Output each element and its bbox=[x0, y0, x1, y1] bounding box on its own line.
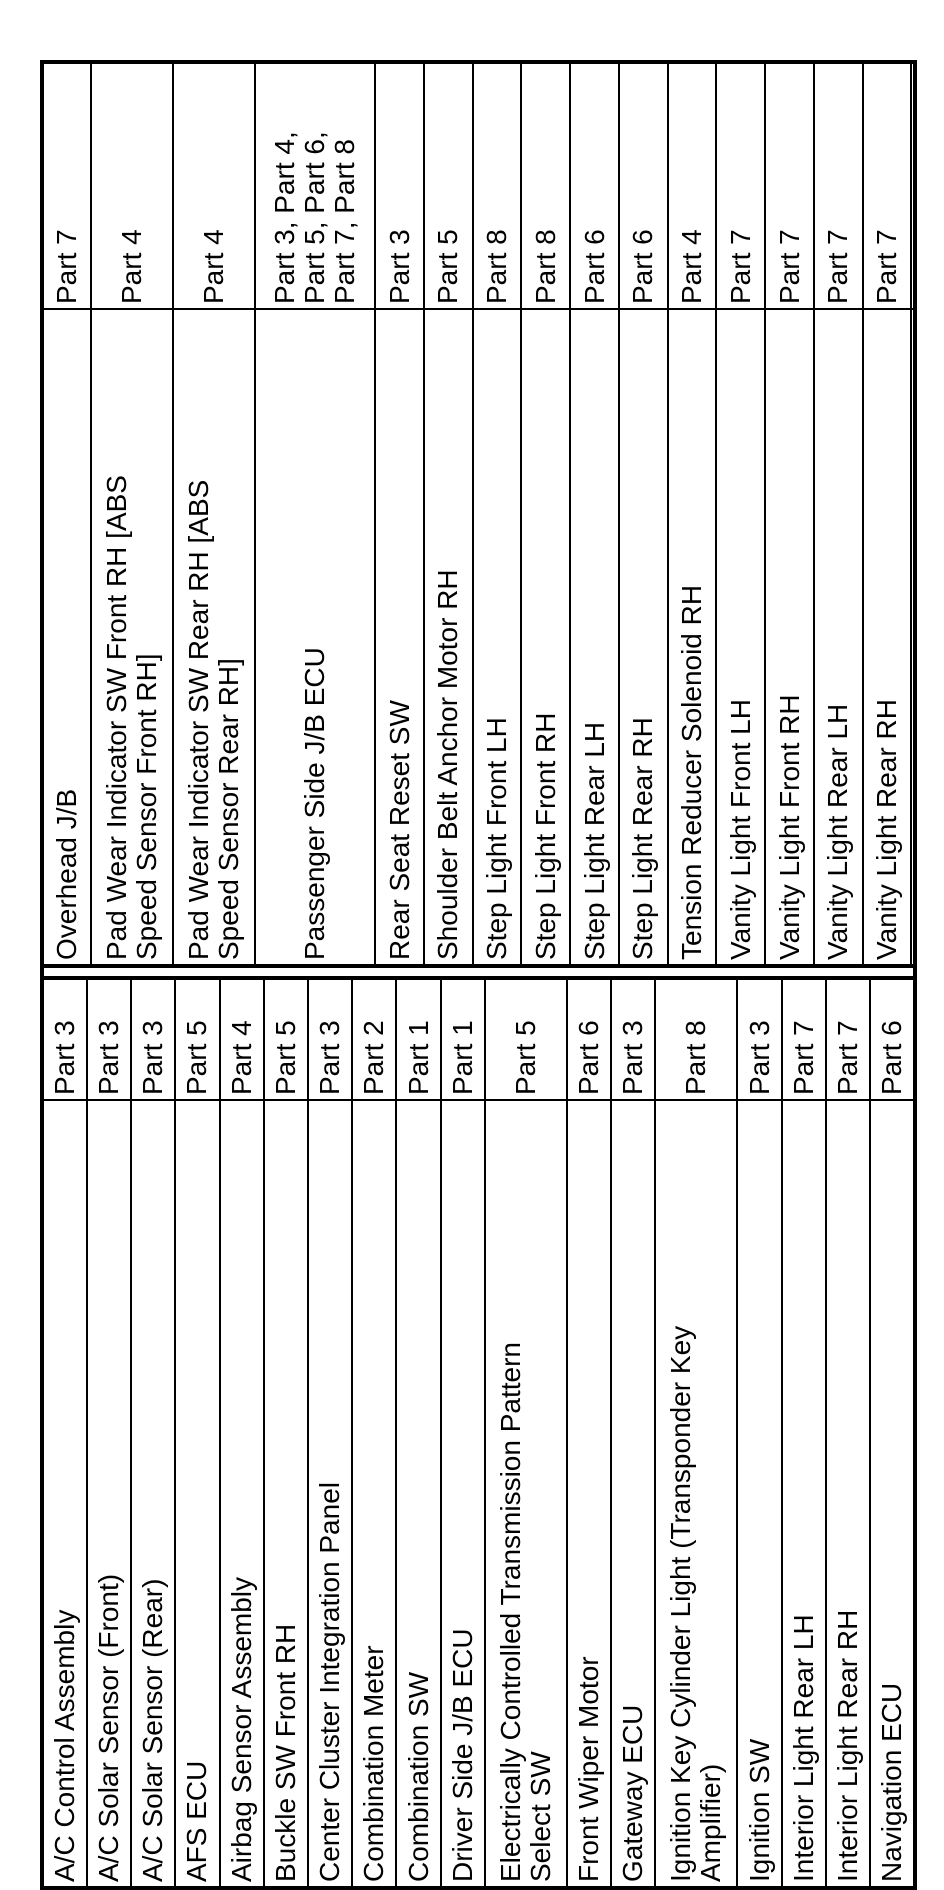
component-name bbox=[173, 309, 255, 964]
component-index-table bbox=[40, 60, 917, 1890]
component-name-line1: Electrically Controlled Transmission Pattern bbox=[494, 1342, 526, 1882]
part-ref: Part 6 bbox=[870, 980, 913, 1100]
table-row bbox=[220, 980, 264, 1886]
part-ref: Part 3 bbox=[611, 980, 655, 1100]
table-row bbox=[863, 64, 912, 964]
component-name: Gateway ECU bbox=[611, 1100, 655, 1886]
table-row bbox=[264, 980, 308, 1886]
part-ref: Part 7 bbox=[44, 64, 91, 309]
part-ref: Part 8 bbox=[521, 64, 570, 309]
table-row bbox=[870, 980, 913, 1886]
component-name: Vanity Light Front RH bbox=[765, 309, 814, 964]
part-ref: Part 1 bbox=[441, 980, 485, 1100]
table-row bbox=[87, 980, 131, 1886]
part-ref: Part 8 bbox=[473, 64, 522, 309]
part-ref: Part 6 bbox=[570, 64, 619, 309]
component-name: Combination SW bbox=[396, 1100, 440, 1886]
right-table-grid bbox=[44, 64, 913, 964]
component-name: A/C Control Assembly bbox=[48, 1609, 80, 1882]
table-row bbox=[814, 64, 863, 964]
component-name bbox=[655, 1100, 737, 1886]
component-name-line1: Ignition Key Cylinder Light (Transponder Key bbox=[665, 1325, 697, 1882]
table-row bbox=[308, 980, 352, 1886]
table-row bbox=[655, 980, 737, 1886]
component-name-line1: Pad Wear Indicator SW Rear RH [ABS bbox=[183, 479, 215, 960]
component-name: AFS ECU bbox=[175, 1100, 219, 1886]
component-name: Step Light Front LH bbox=[473, 309, 522, 964]
table-row bbox=[668, 64, 717, 964]
component-name: Front Wiper Motor bbox=[567, 1100, 611, 1886]
right-table bbox=[44, 64, 913, 964]
component-name: Passenger Side J/B ECU bbox=[255, 309, 375, 964]
table-row bbox=[255, 64, 375, 964]
part-ref: Part 4 bbox=[173, 64, 255, 309]
left-table bbox=[44, 980, 913, 1886]
component-name-line2: Speed Sensor Front RH] bbox=[131, 653, 163, 960]
part-ref: Part 7 bbox=[826, 980, 870, 1100]
component-name: Buckle SW Front RH bbox=[264, 1100, 308, 1886]
part-ref-line3: Part 7, Part 8 bbox=[329, 139, 361, 304]
table-row bbox=[619, 64, 668, 964]
table-row bbox=[485, 980, 567, 1886]
part-ref: Part 7 bbox=[863, 64, 912, 309]
part-ref: Part 7 bbox=[765, 64, 814, 309]
left-table-grid bbox=[44, 980, 913, 1886]
component-name: Step Light Rear RH bbox=[619, 309, 668, 964]
part-ref: Part 5 bbox=[175, 980, 219, 1100]
table-row bbox=[737, 980, 781, 1886]
part-ref: Part 2 bbox=[352, 980, 396, 1100]
part-ref: Part 4 bbox=[91, 64, 173, 309]
part-ref: Part 5 bbox=[485, 980, 567, 1100]
component-name: Combination Meter bbox=[352, 1100, 396, 1886]
table-row bbox=[570, 64, 619, 964]
part-ref-line1: Part 3, Part 4, bbox=[269, 131, 301, 304]
table-row bbox=[567, 980, 611, 1886]
part-ref: Part 3 bbox=[308, 980, 352, 1100]
component-name-line2: Speed Sensor Rear RH] bbox=[213, 658, 245, 960]
component-name: Overhead J/B bbox=[51, 788, 83, 960]
component-name: Navigation ECU bbox=[870, 1100, 913, 1886]
part-ref: Part 6 bbox=[567, 980, 611, 1100]
table-row bbox=[375, 64, 424, 964]
table-row bbox=[716, 64, 765, 964]
component-name: Driver Side J/B ECU bbox=[441, 1100, 485, 1886]
part-ref-line2: Part 5, Part 6, bbox=[299, 131, 331, 304]
table-row bbox=[424, 64, 473, 964]
table-row bbox=[911, 64, 913, 964]
column-divider bbox=[44, 964, 913, 980]
component-name: Airbag Sensor Assembly bbox=[220, 1100, 264, 1886]
part-ref bbox=[255, 64, 375, 309]
table-row bbox=[441, 980, 485, 1886]
component-name: Vanity Light Rear LH bbox=[814, 309, 863, 964]
component-name bbox=[91, 309, 173, 964]
table-row bbox=[765, 64, 814, 964]
component-name: Step Light Front RH bbox=[521, 309, 570, 964]
component-name: Vanity Light Front LH bbox=[716, 309, 765, 964]
table-row bbox=[611, 980, 655, 1886]
component-name: Center Cluster Integration Panel bbox=[308, 1100, 352, 1886]
table-row bbox=[173, 64, 255, 964]
part-ref: Part 5 bbox=[264, 980, 308, 1100]
part-ref: Part 8 bbox=[655, 980, 737, 1100]
component-name-line2: Select SW bbox=[524, 1751, 556, 1882]
table-row bbox=[44, 64, 91, 964]
component-name: Tension Reducer Solenoid RH bbox=[668, 309, 717, 964]
table-row bbox=[396, 980, 440, 1886]
component-name bbox=[485, 1100, 567, 1886]
part-ref: Part 3 bbox=[131, 980, 175, 1100]
part-ref: Part 5 bbox=[424, 64, 473, 309]
component-name-line1: Pad Wear Indicator SW Front RH [ABS bbox=[101, 475, 133, 960]
table-row bbox=[44, 980, 87, 1886]
part-ref: Part 1 bbox=[396, 980, 440, 1100]
table-row bbox=[826, 980, 870, 1886]
part-ref: Part 3 bbox=[87, 980, 131, 1100]
component-name-line2: Amplifier) bbox=[695, 1763, 727, 1882]
table-row bbox=[175, 980, 219, 1886]
part-ref: Part 7 bbox=[814, 64, 863, 309]
component-name: Interior Light Rear LH bbox=[782, 1100, 826, 1886]
component-name: Ignition SW bbox=[737, 1100, 781, 1886]
part-ref: Part 4 bbox=[668, 64, 717, 309]
component-name: Vanity Light Rear RH bbox=[863, 309, 912, 964]
part-ref: Part 7 bbox=[782, 980, 826, 1100]
table-row bbox=[521, 64, 570, 964]
part-ref: Part 3 bbox=[737, 980, 781, 1100]
component-name: A/C Solar Sensor (Rear) bbox=[131, 1100, 175, 1886]
table-row bbox=[473, 64, 522, 964]
table-row bbox=[91, 64, 173, 964]
part-ref: Part 3 bbox=[375, 64, 424, 309]
part-ref: Part 4 bbox=[220, 980, 264, 1100]
table-row bbox=[131, 980, 175, 1886]
table-row bbox=[352, 980, 396, 1886]
table-row bbox=[782, 980, 826, 1886]
part-ref: Part 7 bbox=[716, 64, 765, 309]
component-name: A/C Solar Sensor (Front) bbox=[87, 1100, 131, 1886]
component-name: Interior Light Rear RH bbox=[826, 1100, 870, 1886]
part-ref: Part 3 bbox=[44, 980, 87, 1100]
component-name bbox=[911, 309, 913, 964]
part-ref bbox=[911, 64, 913, 309]
part-ref: Part 6 bbox=[619, 64, 668, 309]
component-name: Step Light Rear LH bbox=[570, 309, 619, 964]
component-name: Rear Seat Reset SW bbox=[375, 309, 424, 964]
component-name: Shoulder Belt Anchor Motor RH bbox=[424, 309, 473, 964]
